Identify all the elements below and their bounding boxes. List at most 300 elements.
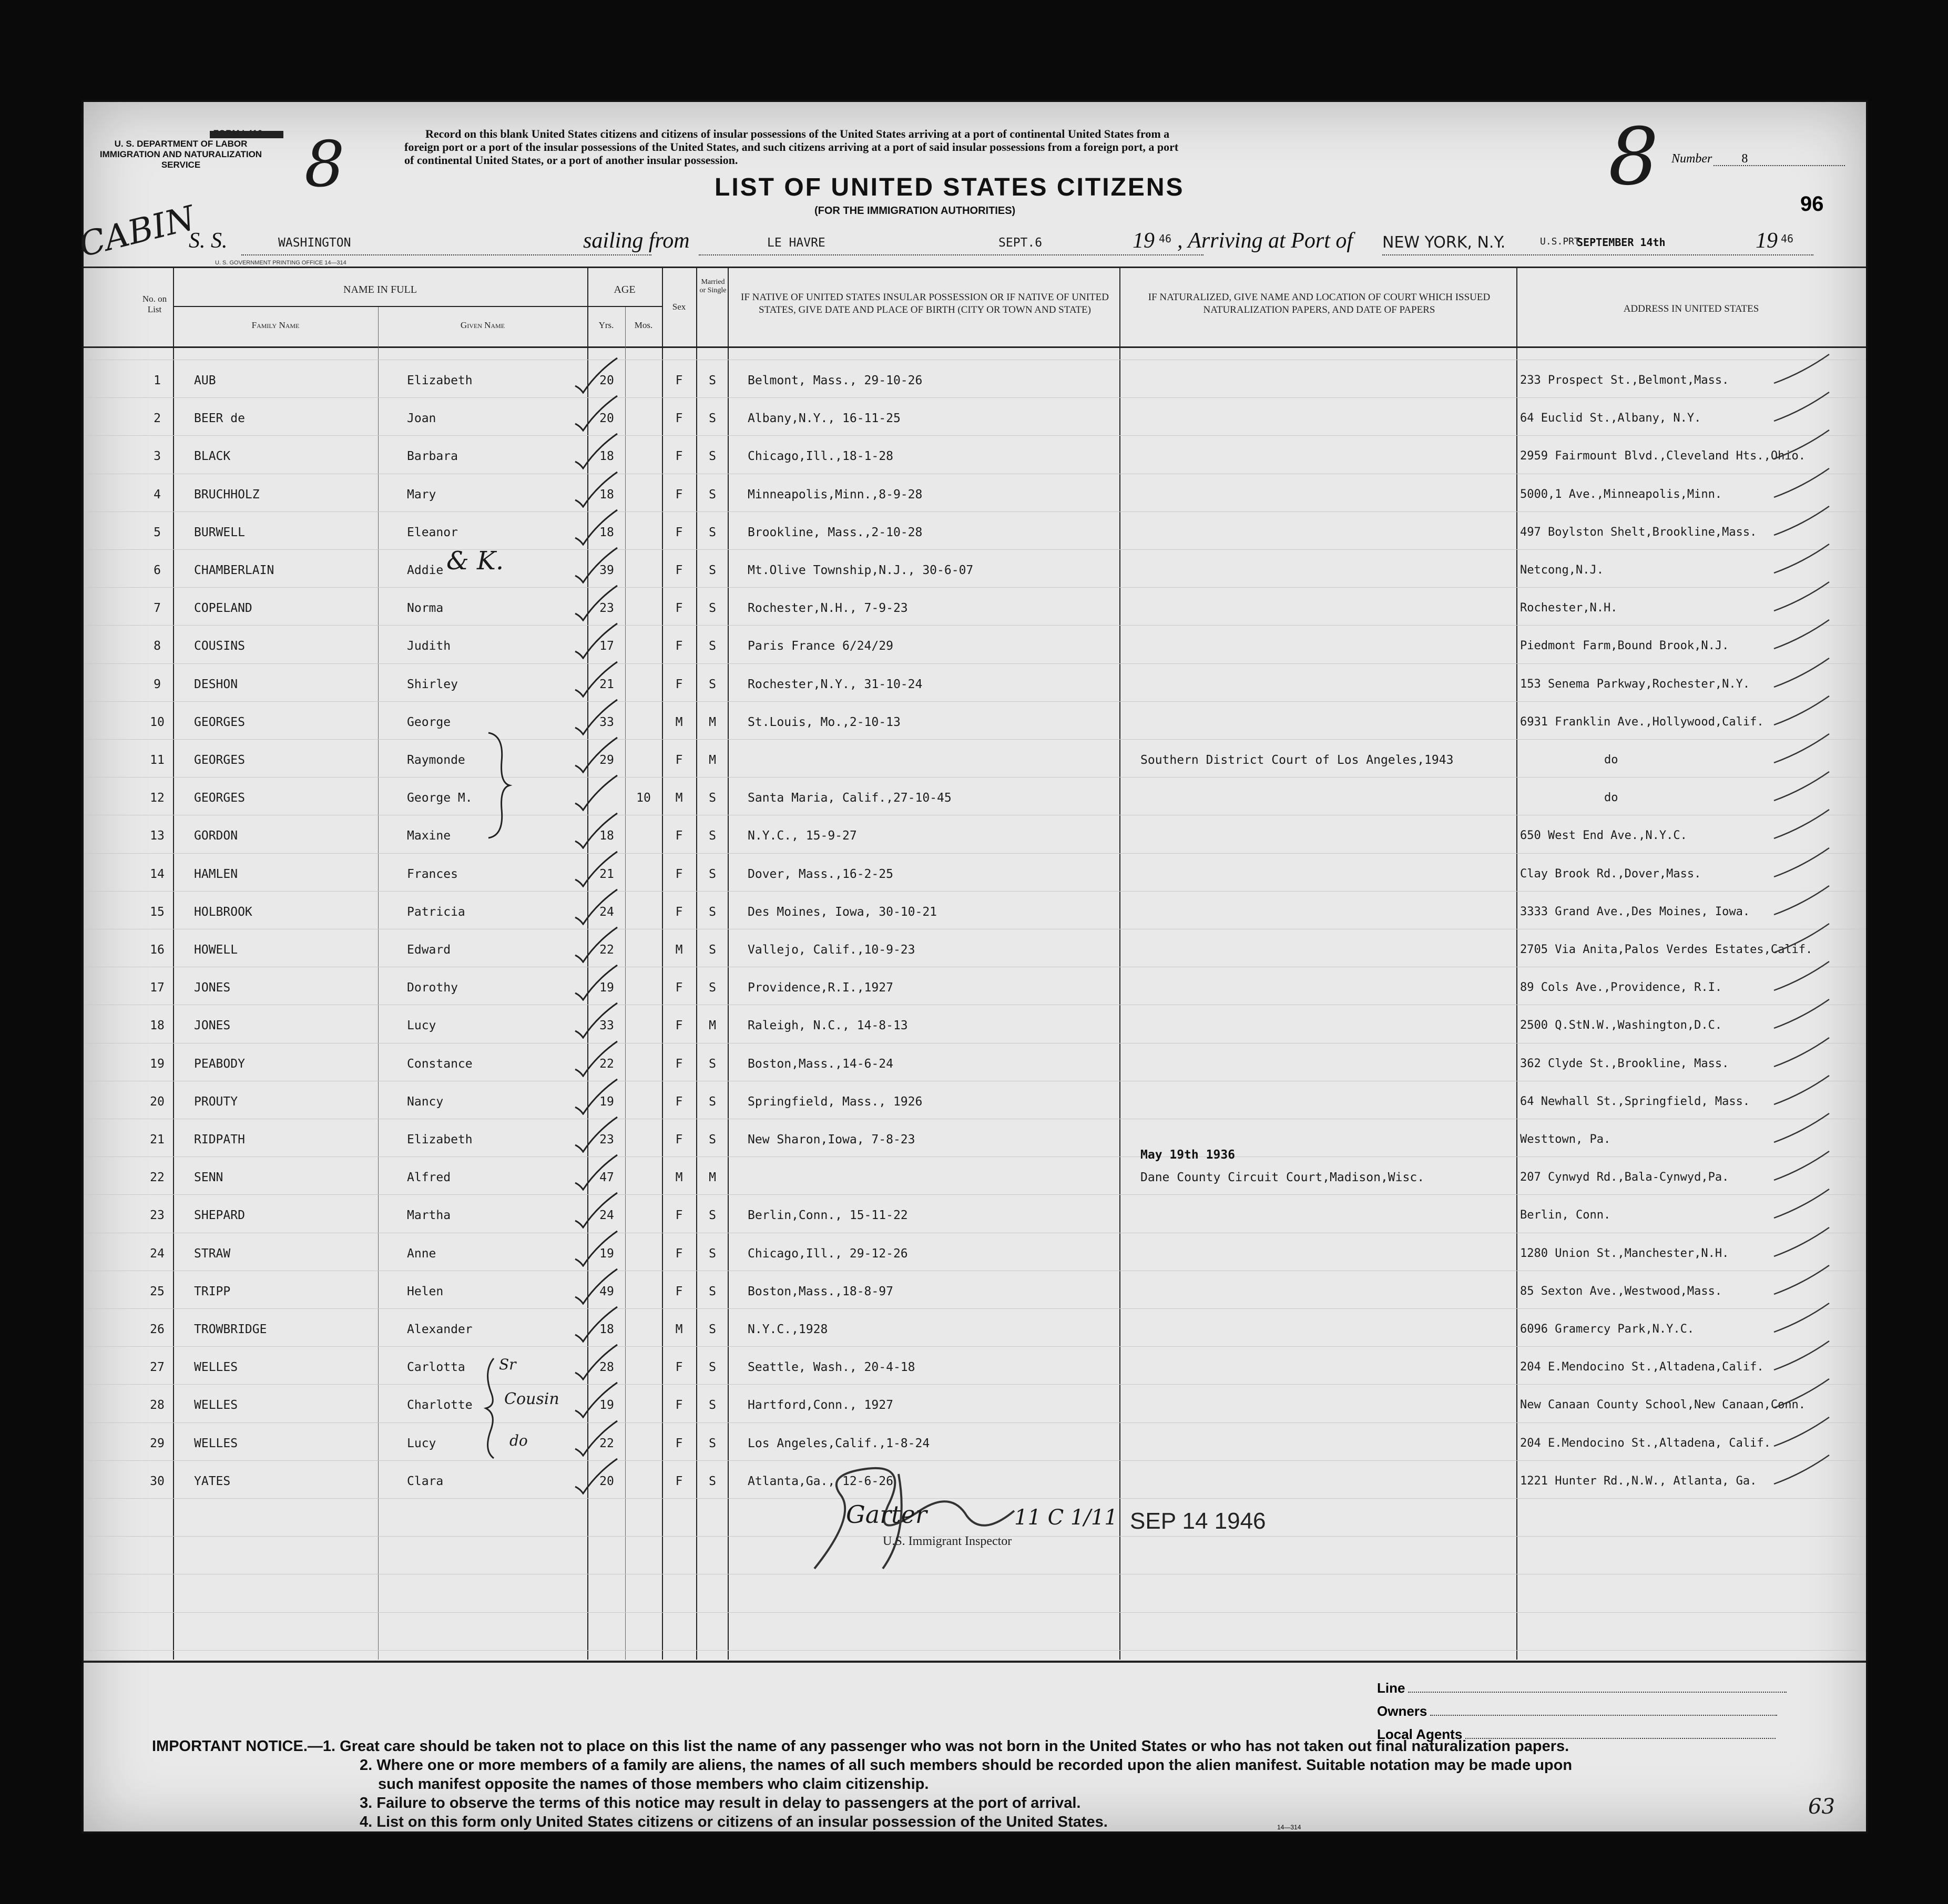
sailing-underline <box>699 254 1204 255</box>
birth-place-date: Minneapolis,Minn.,8-9-28 <box>748 487 923 501</box>
table-row <box>84 633 1866 664</box>
redaction-bar <box>210 131 283 138</box>
us-address: Berlin, Conn. <box>1520 1209 1611 1222</box>
marital-status: S <box>709 412 716 426</box>
marital-status: S <box>709 1284 716 1298</box>
given-name: Frances <box>407 867 458 881</box>
welles-hand-note-sr: Sr <box>499 1356 516 1373</box>
us-address: 2500 Q.StN.W.,Washington,D.C. <box>1520 1019 1722 1032</box>
sex: M <box>675 943 683 957</box>
marital-status: S <box>709 449 716 464</box>
birth-place-date: Atlanta,Ga., 12-6-26 <box>748 1474 893 1488</box>
check-mark <box>573 1116 620 1153</box>
row-number: 10 <box>150 715 165 729</box>
col-header-naturalized: IF NATURALIZED, GIVE NAME AND LOCATION OF COURT WHICH ISSUED NATURALIZATION PAPERS, AND DATE OF PAPERS <box>1148 292 1491 315</box>
marital-status: S <box>709 564 716 577</box>
inspector-label: U.S. Immigrant Inspector <box>883 1534 1012 1548</box>
given-name: Raymonde <box>407 753 465 767</box>
address-tick-mark <box>1771 1149 1834 1185</box>
age-years: 18 <box>599 525 614 539</box>
check-mark <box>573 471 620 508</box>
marital-status: M <box>709 753 716 767</box>
table-row <box>84 1241 1866 1272</box>
table-row <box>84 861 1866 893</box>
sex: F <box>675 829 683 843</box>
arriving-label: , Arriving at Port of <box>1177 229 1353 253</box>
birth-place-date: Boston,Mass.,14-6-24 <box>748 1057 893 1071</box>
row-number: 16 <box>150 943 165 957</box>
address-tick-mark <box>1771 390 1834 426</box>
usprt-label: U.S.PRT <box>1540 236 1580 247</box>
table-row <box>84 519 1866 551</box>
given-name: Lucy <box>407 1436 436 1450</box>
us-address: 650 West End Ave.,N.Y.C. <box>1520 829 1687 843</box>
marital-status: S <box>709 1474 716 1488</box>
age-years: 19 <box>599 1094 614 1109</box>
given-name: Charlotte <box>407 1398 473 1412</box>
table-row <box>84 443 1866 475</box>
table-row <box>84 482 1866 513</box>
birth-place-date: Santa Maria, Calif.,27-10-45 <box>748 791 952 805</box>
birth-place-date: Rochester,N.Y., 31-10-24 <box>748 677 923 691</box>
given-name: Lucy <box>407 1019 436 1033</box>
check-mark <box>573 1002 620 1039</box>
check-mark <box>573 357 620 394</box>
marital-status: S <box>709 487 716 501</box>
row-number: 20 <box>150 1094 165 1109</box>
given-name: Shirley <box>407 677 458 691</box>
table-row <box>84 1354 1866 1386</box>
given-name: Elizabeth <box>407 374 473 387</box>
check-mark <box>573 851 620 887</box>
row-number: 17 <box>150 981 165 995</box>
given-name: George <box>407 715 451 729</box>
given-name: Patricia <box>407 905 465 919</box>
given-name: Mary <box>407 487 436 501</box>
marital-status: M <box>709 1019 716 1033</box>
given-name: Carlotta <box>407 1360 465 1375</box>
address-tick-mark <box>1771 466 1834 503</box>
us-address: 6931 Franklin Ave.,Hollywood,Calif. <box>1520 715 1764 729</box>
row-number: 22 <box>150 1171 165 1185</box>
us-address: 2705 Via Anita,Palos Verdes Estates,Calif. <box>1520 943 1813 956</box>
table-row <box>84 405 1866 437</box>
check-mark <box>573 888 620 925</box>
service-name: IMMIGRATION AND NATURALIZATION SERVICE <box>99 149 262 170</box>
check-mark <box>573 1268 620 1305</box>
address-tick-mark <box>1771 352 1834 388</box>
sex: F <box>675 1360 683 1375</box>
line-owners-agents-block <box>1377 1676 1787 1746</box>
birth-place-date: Springfield, Mass., 1926 <box>748 1094 923 1109</box>
row-number: 5 <box>154 525 161 539</box>
ruled-line <box>84 1650 1866 1651</box>
col-header-yrs: Yrs. <box>598 320 614 330</box>
col-header-age: AGE <box>614 284 636 295</box>
row-number: 1 <box>154 374 161 387</box>
family-name: DESHON <box>194 677 238 691</box>
given-name: Elizabeth <box>407 1133 473 1147</box>
table-row <box>84 671 1866 703</box>
birth-place-date: Seattle, Wash., 20-4-18 <box>748 1360 915 1375</box>
chamberlain-hand-note: & K. <box>446 546 504 576</box>
marital-status: M <box>709 715 716 729</box>
sex: M <box>675 1323 683 1336</box>
local-agents-field: Local Agents <box>1377 1723 1787 1746</box>
check-mark <box>573 1192 620 1229</box>
address-tick-mark <box>1771 1111 1834 1148</box>
given-name: Anne <box>407 1246 436 1261</box>
row-number: 8 <box>154 639 161 653</box>
check-mark <box>573 774 620 811</box>
birth-place-date: N.Y.C.,1928 <box>748 1323 828 1336</box>
sex: M <box>675 1171 683 1185</box>
birth-place-date: Paris France 6/24/29 <box>748 639 893 653</box>
family-name: BLACK <box>194 449 231 464</box>
birth-place-date: Rochester,N.H., 7-9-23 <box>748 601 908 616</box>
table-row <box>84 1012 1866 1044</box>
us-address: 64 Newhall St.,Springfield, Mass. <box>1520 1094 1750 1108</box>
inspector-signature: Garter <box>846 1500 927 1529</box>
birth-place-date: Vallejo, Calif.,10-9-23 <box>748 943 915 957</box>
row-number: 11 <box>150 753 165 767</box>
birth-place-date: Mt.Olive Township,N.J., 30-6-07 <box>748 564 974 577</box>
sail-year-prefix: 19 <box>1133 229 1155 253</box>
row-number: 15 <box>150 905 165 919</box>
row-number: 7 <box>154 601 161 616</box>
us-address: 497 Boylston Shelt,Brookline,Mass. <box>1520 525 1757 539</box>
sex: F <box>675 1474 683 1488</box>
row-number: 9 <box>154 677 161 691</box>
birth-place-date: Des Moines, Iowa, 30-10-21 <box>748 905 937 919</box>
sex: M <box>675 791 683 805</box>
us-address: 2959 Fairmount Blvd.,Cleveland Hts.,Ohio. <box>1520 449 1806 463</box>
given-name: Judith <box>407 639 451 653</box>
check-mark <box>573 1458 620 1494</box>
age-years: 18 <box>599 487 614 501</box>
check-mark <box>573 433 620 469</box>
check-mark <box>573 1040 620 1077</box>
col-header-birth: IF NATIVE OF UNITED STATES INSULAR POSSESSION OR IF NATIVE OF UNITED STATES, GIVE DATE AND PLACE OF BIRTH (CITY OR TOWN AND STATE) <box>741 292 1109 315</box>
row-number: 19 <box>150 1057 165 1071</box>
notice-item-1: 1. Great care should be taken not to place on this list the name of any passenger who was not born in the United States or who has not taken out final naturalization papers. <box>322 1738 1569 1755</box>
table-row <box>84 595 1866 627</box>
marital-status: S <box>709 943 716 957</box>
address-tick-mark <box>1771 769 1834 806</box>
number-underline <box>1714 165 1845 166</box>
check-mark <box>573 622 620 659</box>
row-number: 6 <box>154 564 161 577</box>
address-tick-mark <box>1771 845 1834 882</box>
sex: F <box>675 867 683 881</box>
family-name: BEER de <box>194 412 245 426</box>
family-name: HOWELL <box>194 943 238 957</box>
check-mark <box>573 585 620 621</box>
birth-place-date: New Sharon,Iowa, 7-8-23 <box>748 1133 915 1147</box>
us-address: 204 E.Mendocino St.,Altadena,Calif. <box>1520 1360 1764 1374</box>
naturalization-court: Dane County Circuit Court,Madison,Wisc. <box>1140 1171 1425 1185</box>
row-number: 30 <box>150 1474 165 1488</box>
address-tick-mark <box>1771 959 1834 996</box>
age-years: 24 <box>599 1209 614 1223</box>
age-years: 23 <box>599 1133 614 1147</box>
col-header-given: Given Name <box>460 320 505 330</box>
signature-suffix: 11 C 1/11 <box>1014 1506 1118 1530</box>
row-number: 27 <box>150 1360 165 1375</box>
marital-status: S <box>709 1094 716 1109</box>
marital-status: S <box>709 1398 716 1412</box>
sex: F <box>675 677 683 691</box>
page-subtitle: (FOR THE IMMIGRATION AUTHORITIES) <box>814 205 1016 217</box>
age-years: 47 <box>599 1171 614 1185</box>
table-row <box>84 823 1866 854</box>
age-years: 23 <box>599 601 614 616</box>
family-name: GEORGES <box>194 715 245 729</box>
birth-place-date: Dover, Mass.,16-2-25 <box>748 867 893 881</box>
address-tick-mark <box>1771 1338 1834 1375</box>
age-years: 33 <box>599 1019 614 1033</box>
given-name: Joan <box>407 412 436 426</box>
age-years: 21 <box>599 677 614 691</box>
table-row <box>84 367 1866 399</box>
birth-place-date: Chicago,Ill.,18-1-28 <box>748 449 893 464</box>
welles-hand-note-do: do <box>509 1432 528 1449</box>
us-address: Clay Brook Rd.,Dover,Mass. <box>1520 867 1701 881</box>
col-header-name: NAME IN FULL <box>343 284 417 295</box>
age-years: 19 <box>599 1398 614 1412</box>
sail-year-suffix: 46 <box>1159 232 1172 245</box>
check-mark <box>573 1078 620 1115</box>
sex: F <box>675 1019 683 1033</box>
family-name: TROWBRIDGE <box>194 1323 267 1336</box>
table-row <box>84 1316 1866 1348</box>
notice-item-2-cont: such manifest opposite the names of those members who claim citizenship. <box>378 1776 929 1793</box>
naturalization-court: Southern District Court of Los Angeles,1943 <box>1140 753 1454 767</box>
family-name: JONES <box>194 981 231 995</box>
col-header-sex: Sex <box>672 302 686 312</box>
given-name: Norma <box>407 601 444 616</box>
birth-place-date: Berlin,Conn., 15-11-22 <box>748 1209 908 1223</box>
class-note: CABIN <box>75 199 199 265</box>
printing-office-note: U. S. GOVERNMENT PRINTING OFFICE 14—314 <box>215 260 346 266</box>
us-address: do <box>1604 791 1618 805</box>
check-mark <box>573 736 620 773</box>
col-header-married: Married or Single <box>699 278 727 294</box>
family-name: WELLES <box>194 1360 238 1375</box>
welles-bracket <box>478 1356 509 1461</box>
age-years: 22 <box>599 943 614 957</box>
row-number: 2 <box>154 412 161 426</box>
birth-place-date: Boston,Mass.,18-8-97 <box>748 1284 893 1298</box>
age-months: 10 <box>636 791 651 805</box>
age-years: 24 <box>599 905 614 919</box>
marital-status: S <box>709 981 716 995</box>
age-years: 18 <box>599 1323 614 1336</box>
sex: F <box>675 412 683 426</box>
us-address: 1221 Hunter Rd.,N.W., Atlanta, Ga. <box>1520 1474 1757 1488</box>
check-mark <box>573 1154 620 1191</box>
family-name: GEORGES <box>194 791 245 805</box>
check-mark <box>573 812 620 849</box>
us-address: Piedmont Farm,Bound Brook,N.J. <box>1520 639 1729 653</box>
us-address: 6096 Gramercy Park,N.Y.C. <box>1520 1323 1695 1336</box>
address-tick-mark <box>1771 1225 1834 1262</box>
family-name: WELLES <box>194 1398 238 1412</box>
check-mark <box>573 964 620 1001</box>
sail-date: SEPT.6 <box>998 236 1043 250</box>
table-row <box>84 709 1866 741</box>
family-name: JONES <box>194 1019 231 1033</box>
given-name: George M. <box>407 791 473 805</box>
col-header-family: Family Name <box>251 320 300 330</box>
marital-status: S <box>709 601 716 616</box>
table-row <box>84 557 1866 589</box>
important-notice <box>152 1737 1855 1831</box>
birth-place-date: N.Y.C., 15-9-27 <box>748 829 857 843</box>
row-number: 18 <box>150 1019 165 1033</box>
address-tick-mark <box>1771 807 1834 844</box>
us-address: Westtown, Pa. <box>1520 1133 1611 1146</box>
family-name: YATES <box>194 1474 231 1488</box>
given-name: Dorothy <box>407 981 458 995</box>
check-mark <box>573 395 620 432</box>
arrival-date: SEPTEMBER 14th <box>1577 236 1666 249</box>
sex: F <box>675 639 683 653</box>
address-tick-mark <box>1771 504 1834 540</box>
col-header-mos: Mos. <box>634 320 653 330</box>
age-years: 28 <box>599 1360 614 1375</box>
col-header-no: No. on List <box>142 294 167 314</box>
sailing-from-label: sailing from <box>583 229 690 253</box>
check-mark <box>573 547 620 584</box>
address-tick-mark <box>1771 541 1834 578</box>
notice-item-3: 3. Failure to observe the terms of this notice may result in delay to passengers at the port of arrival. <box>360 1795 1081 1811</box>
us-address: New Canaan County School,New Canaan,Conn. <box>1520 1398 1806 1412</box>
address-tick-mark <box>1771 617 1834 654</box>
given-name: Nancy <box>407 1094 444 1109</box>
sex: F <box>675 1209 683 1223</box>
table-row <box>84 1089 1866 1120</box>
row-number: 14 <box>150 867 165 881</box>
sex: F <box>675 1436 683 1450</box>
age-years: 21 <box>599 867 614 881</box>
age-years: 22 <box>599 1436 614 1450</box>
family-name: STRAW <box>194 1246 231 1261</box>
row-number: 26 <box>150 1323 165 1336</box>
table-bottom-border <box>84 1661 1866 1663</box>
row-number: 28 <box>150 1398 165 1412</box>
age-years: 29 <box>599 753 614 767</box>
birth-place-date: Albany,N.Y., 16-11-25 <box>748 412 901 426</box>
age-years: 18 <box>599 829 614 843</box>
address-tick-mark <box>1771 656 1834 692</box>
sex: F <box>675 1094 683 1109</box>
table-row <box>84 785 1866 816</box>
family-name: SENN <box>194 1171 223 1185</box>
given-name: Helen <box>407 1284 444 1298</box>
family-name: WELLES <box>194 1436 238 1450</box>
sex: F <box>675 1284 683 1298</box>
address-tick-mark <box>1771 1415 1834 1451</box>
sex: F <box>675 1133 683 1147</box>
birth-place-date: Brookline, Mass.,2-10-28 <box>748 525 923 539</box>
age-years: 19 <box>599 1246 614 1261</box>
row-number: 21 <box>150 1133 165 1147</box>
row-number: 4 <box>154 487 161 501</box>
check-mark <box>573 926 620 963</box>
number-field: Number 8 <box>1671 152 1748 166</box>
address-tick-mark <box>1771 1073 1834 1110</box>
us-address: 5000,1 Ave.,Minneapolis,Minn. <box>1520 487 1722 501</box>
department-name: U. S. DEPARTMENT OF LABOR <box>114 139 248 149</box>
us-address: 233 Prospect St.,Belmont,Mass. <box>1520 374 1729 387</box>
sex: F <box>675 601 683 616</box>
welles-hand-note-cousin: Cousin <box>504 1390 559 1408</box>
marital-status: S <box>709 1436 716 1450</box>
row-number: 23 <box>150 1209 165 1223</box>
marital-status: S <box>709 1323 716 1336</box>
marital-status: S <box>709 1057 716 1071</box>
hand-number-left: 8 <box>304 128 345 201</box>
us-address: Netcong,N.J. <box>1520 564 1604 577</box>
age-years: 20 <box>599 1474 614 1488</box>
address-tick-mark <box>1771 693 1834 730</box>
family-name: RIDPATH <box>194 1133 245 1147</box>
check-mark <box>573 1381 620 1418</box>
sex: F <box>675 487 683 501</box>
hand-number-right: 8 <box>1608 111 1659 203</box>
manifest-sheet <box>75 100 1868 1834</box>
family-name: BRUCHHOLZ <box>194 487 260 501</box>
family-name: AUB <box>194 374 216 387</box>
given-name: Eleanor <box>407 525 458 539</box>
sex: F <box>675 905 683 919</box>
sex: M <box>675 715 683 729</box>
given-name: Martha <box>407 1209 451 1223</box>
line-field: Line <box>1377 1676 1787 1700</box>
notice-item-4: 4. List on this form only United States citizens or citizens of an insular possession of the United States. <box>360 1814 1108 1830</box>
family-name: GEORGES <box>194 753 245 767</box>
notice-title: IMPORTANT NOTICE.— <box>152 1738 323 1755</box>
sex: F <box>675 981 683 995</box>
marital-status: S <box>709 829 716 843</box>
given-name: Alfred <box>407 1171 451 1185</box>
sex: F <box>675 374 683 387</box>
birth-place-date: Chicago,Ill., 29-12-26 <box>748 1246 908 1261</box>
given-name: Edward <box>407 943 451 957</box>
us-address: 64 Euclid St.,Albany, N.Y. <box>1520 412 1701 425</box>
us-address: do <box>1604 753 1618 766</box>
col-header-address: ADDRESS IN UNITED STATES <box>1623 303 1759 314</box>
ship-name: WASHINGTON <box>278 236 351 250</box>
address-tick-mark <box>1771 997 1834 1033</box>
table-row <box>84 1164 1866 1196</box>
age-years: 20 <box>599 412 614 426</box>
sex: F <box>675 564 683 577</box>
check-mark <box>573 1306 620 1343</box>
address-tick-mark <box>1771 731 1834 768</box>
arrival-underline <box>1382 254 1813 255</box>
age-years: 22 <box>599 1057 614 1071</box>
age-years: 17 <box>599 639 614 653</box>
check-mark <box>573 1420 620 1457</box>
page-number: 96 <box>1800 192 1824 216</box>
family-name: PROUTY <box>194 1094 238 1109</box>
row-number: 25 <box>150 1284 165 1298</box>
us-address: 362 Clyde St.,Brookline, Mass. <box>1520 1057 1729 1070</box>
check-mark <box>573 1344 620 1380</box>
marital-status: S <box>709 1209 716 1223</box>
